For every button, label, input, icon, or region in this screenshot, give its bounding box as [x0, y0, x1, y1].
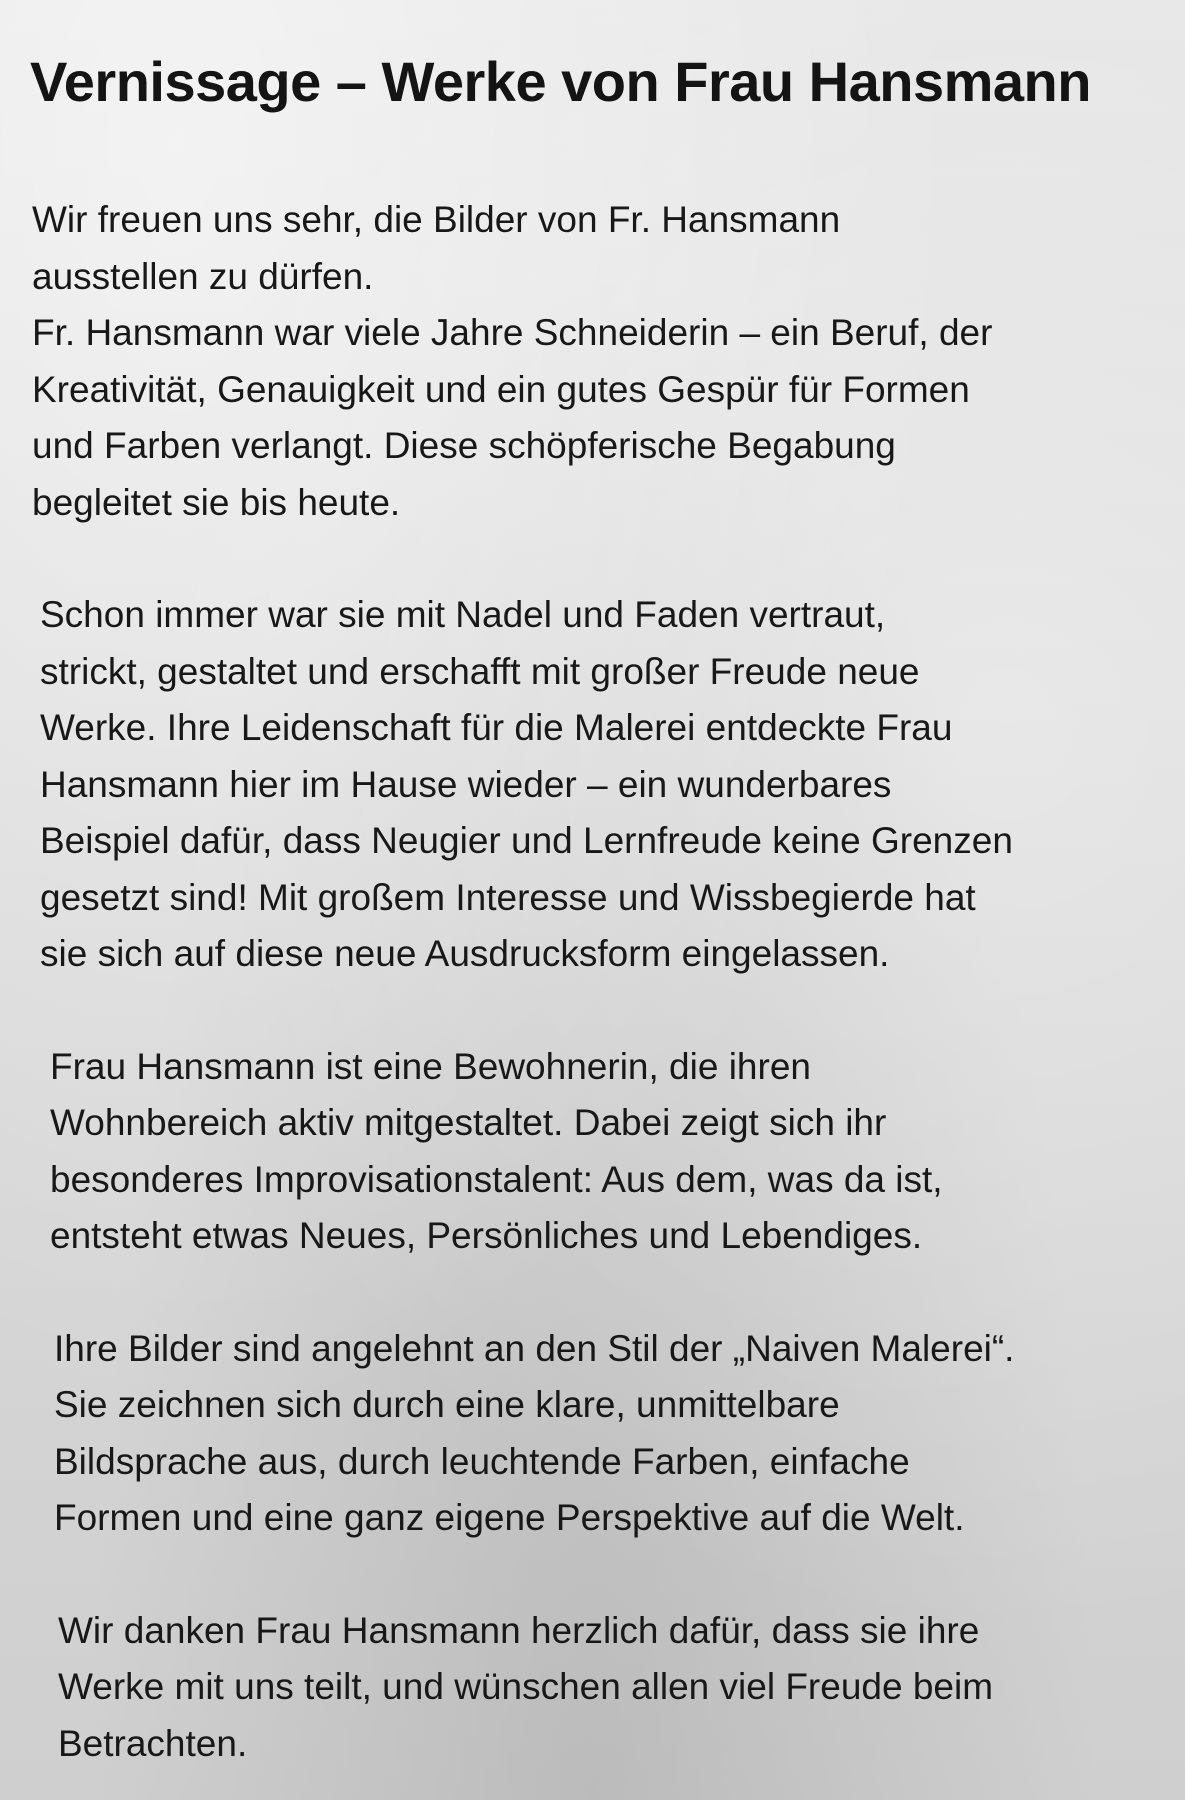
text-line: Wir freuen uns sehr, die Bilder von Fr. Hansmann: [32, 199, 841, 240]
text-line: Hansmann hier im Hause wieder – ein wunderbares: [40, 763, 892, 805]
paragraph-intro: [30, 192, 1145, 531]
paragraph-style: [30, 1321, 1145, 1547]
text-line: gesetzt sind! Mit großem Interesse und Wissbegierde hat: [40, 876, 976, 918]
text-line: ausstellen zu dürfen.: [32, 255, 374, 297]
text-line: Bildsprache aus, durch leuchtende Farben, einfache: [54, 1440, 910, 1482]
text-line: Werke mit uns teilt, und wünschen allen viel Freude beim: [58, 1666, 994, 1707]
paragraph-craft: [30, 587, 1145, 983]
text-line: Wir danken Frau Hansmann herzlich dafür, dass sie ihre: [58, 1609, 980, 1651]
text-line: Fr. Hansmann war viele Jahre Schneiderin – ein Beruf, der: [32, 312, 993, 353]
headline: Vernissage – Werke von Frau Hansmann: [30, 50, 1091, 113]
text-line: Betrachten.: [58, 1722, 248, 1764]
text-line: und Farben verlangt. Diese schöpferische Begabung: [32, 425, 896, 466]
paragraph-resident: [30, 1039, 1145, 1265]
text-line: Beispiel dafür, dass Neugier und Lernfreude keine Grenzen: [40, 820, 1013, 861]
text-line: Schon immer war sie mit Nadel und Faden vertraut,: [40, 594, 886, 635]
text-line: Kreativität, Genauigkeit und ein gutes Gespür für Formen: [32, 368, 970, 410]
text-line: entsteht etwas Neues, Persönliches und Lebendiges.: [50, 1215, 923, 1256]
text-line: Ihre Bilder sind angelehnt an den Stil der „Naiven Malerei“.: [54, 1327, 1015, 1369]
text-line: besonderes Improvisationstalent: Aus dem, was da ist,: [50, 1158, 943, 1200]
text-line: Formen und eine ganz eigene Perspektive auf die Welt.: [54, 1497, 965, 1538]
paragraph-thanks: [30, 1603, 1145, 1773]
body-text: [30, 192, 1145, 1772]
text-line: Werke. Ihre Leidenschaft für die Malerei entdeckte Frau: [40, 707, 953, 748]
text-line: Sie zeichnen sich durch eine klare, unmittelbare: [54, 1384, 840, 1425]
text-line: strickt, gestaltet und erschafft mit großer Freude neue: [40, 650, 920, 692]
text-line: begleitet sie bis heute.: [32, 481, 401, 523]
text-line: Frau Hansmann ist eine Bewohnerin, die ihren: [50, 1045, 811, 1087]
text-line: Wohnbereich aktiv mitgestaltet. Dabei zeigt sich ihr: [50, 1102, 887, 1143]
text-line: sie sich auf diese neue Ausdrucksform eingelassen.: [40, 933, 890, 974]
